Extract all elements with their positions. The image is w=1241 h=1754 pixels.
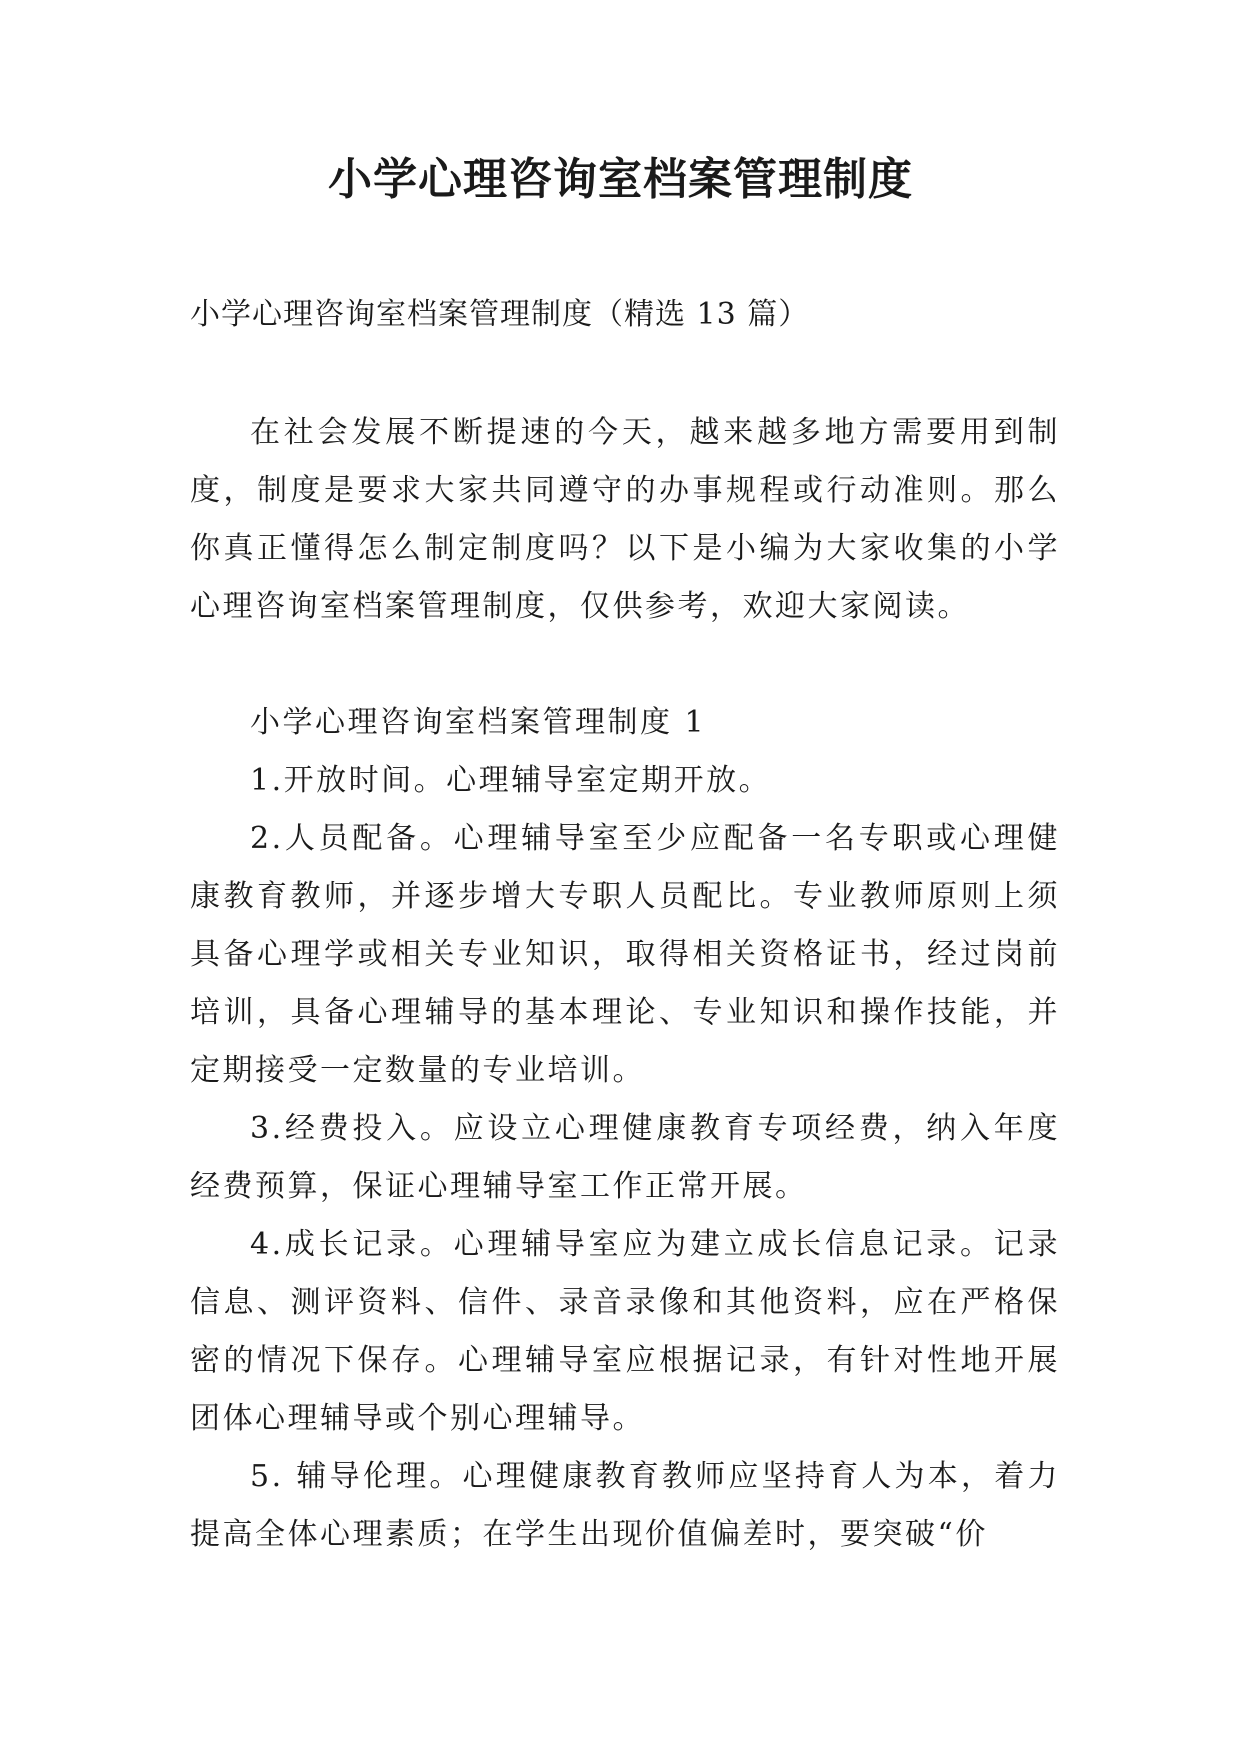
document-title: 小学心理咨询室档案管理制度 [328, 154, 913, 205]
document-subtitle: 小学心理咨询室档案管理制度（精选 13 篇） [190, 297, 810, 332]
rule-item-3: 3.经费投入。应设立心理健康教育专项经费，纳入年度经费预算，保证心理辅导室工作正常开展。 [190, 1111, 1060, 1204]
rules-section [190, 694, 1060, 1564]
section-heading: 小学心理咨询室档案管理制度 1 [250, 705, 707, 740]
rule-item-1: 1.开放时间。心理辅导室定期开放。 [250, 763, 772, 798]
intro-section [190, 404, 1060, 636]
intro-paragraph: 在社会发展不断提速的今天，越来越多地方需要用到制度，制度是要求大家共同遵守的办事规程或行动准则。那么你真正懂得怎么制定制度吗？以下是小编为大家收集的小学心理咨询室档案管理制度，仅供参考，欢迎大家阅读。 [190, 415, 1060, 624]
rule-item-2: 2.人员配备。心理辅导室至少应配备一名专职或心理健康教育教师，并逐步增大专职人员配比。专业教师原则上须具备心理学或相关专业知识，取得相关资格证书，经过岗前培训，具备心理辅导的基本理论、专业知识和操作技能，并定期接受一定数量的专业培训。 [190, 821, 1060, 1088]
rule-item-4: 4.成长记录。心理辅导室应为建立成长信息记录。记录信息、测评资料、信件、录音录像和其他资料，应在严格保密的情况下保存。心理辅导室应根据记录，有针对性地开展团体心理辅导或个别心理辅导。 [190, 1227, 1060, 1436]
rule-item-5: 5. 辅导伦理。心理健康教育教师应坚持育人为本，着力提高全体心理素质；在学生出现价值偏差时，要突破“价 [190, 1459, 1060, 1552]
